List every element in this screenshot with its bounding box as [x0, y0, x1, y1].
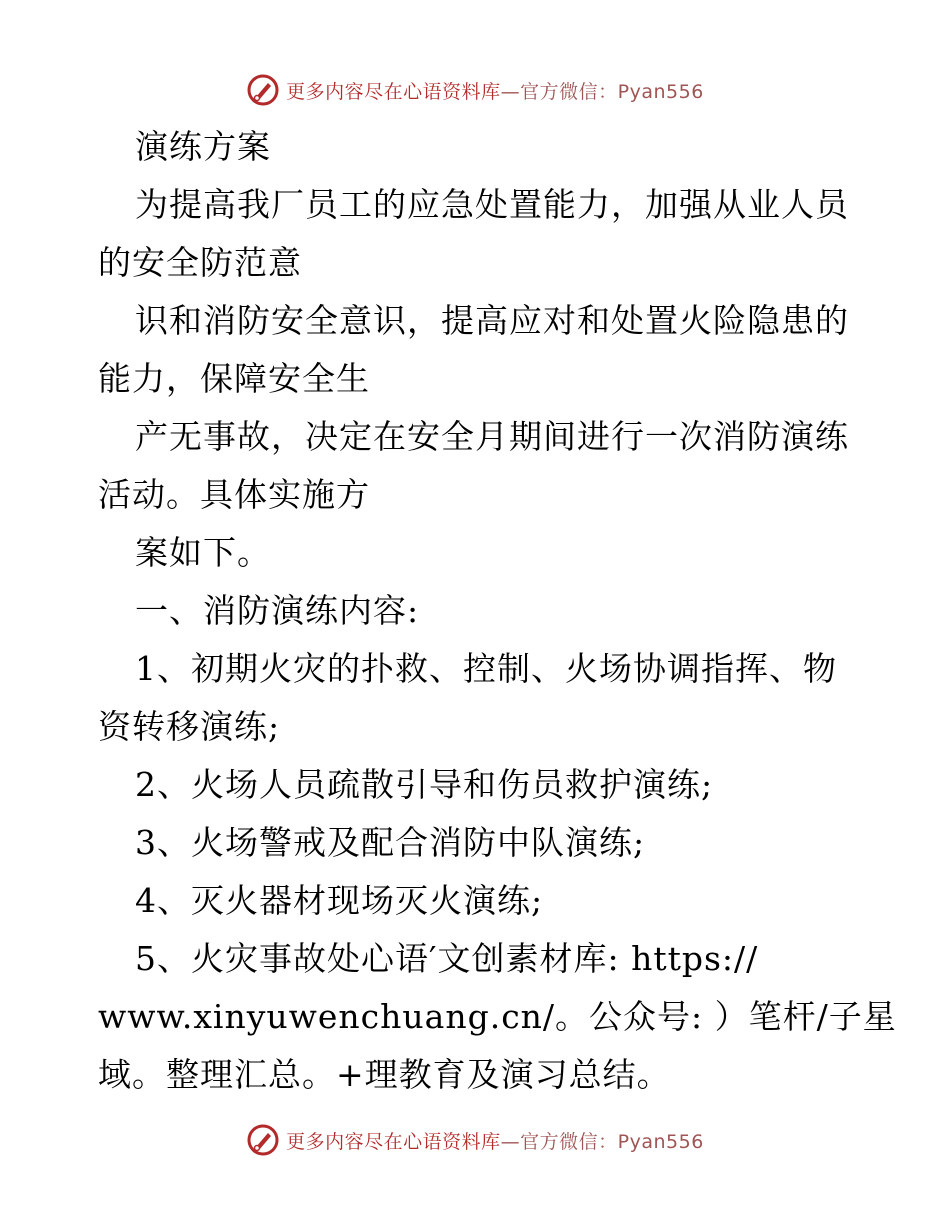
text-line: 2、火场人员疏散引导和伤员救护演练;	[135, 765, 714, 804]
text-line: 识和消防安全意识，提高应对和处置火险隐患的	[135, 301, 849, 340]
text-line: www.xinyuwenchuang.cn/。公众号: ）笔杆/子星	[98, 997, 897, 1036]
text-line: 域。整理汇总。+理教育及演习总结。	[98, 1055, 671, 1094]
watermark-footer	[0, 1120, 950, 1160]
text-line: 一、消防演练内容:	[135, 591, 420, 630]
document-body	[98, 118, 897, 1104]
pen-logo-icon	[246, 73, 280, 107]
watermark-header	[0, 70, 950, 110]
text-line: 产无事故，决定在安全月期间进行一次消防演练	[135, 417, 849, 456]
watermark-text: 更多内容尽在心语资料库—官方微信：Pyan556	[286, 80, 704, 103]
text-line: 案如下。	[135, 533, 271, 572]
pen-logo-icon	[246, 1123, 280, 1157]
text-line: 3、火场警戒及配合消防中队演练;	[135, 823, 646, 862]
text-line: 1、初期火灾的扑救、控制、火场协调指挥、物	[135, 649, 837, 688]
text-line: 活动。具体实施方	[98, 475, 370, 514]
text-line: 资转移演练;	[98, 707, 281, 746]
text-line: 为提高我厂员工的应急处置能力，加强从业人员	[135, 185, 849, 224]
text-line: 的安全防范意	[98, 243, 302, 282]
text-line: 演练方案	[135, 127, 271, 166]
text-line: 5、火灾事故处心语′文创素材库: https://	[135, 939, 759, 978]
watermark-text: 更多内容尽在心语资料库—官方微信：Pyan556	[286, 1130, 704, 1153]
text-line: 4、灭火器材现场灭火演练;	[135, 881, 544, 920]
text-line: 能力，保障安全生	[98, 359, 370, 398]
